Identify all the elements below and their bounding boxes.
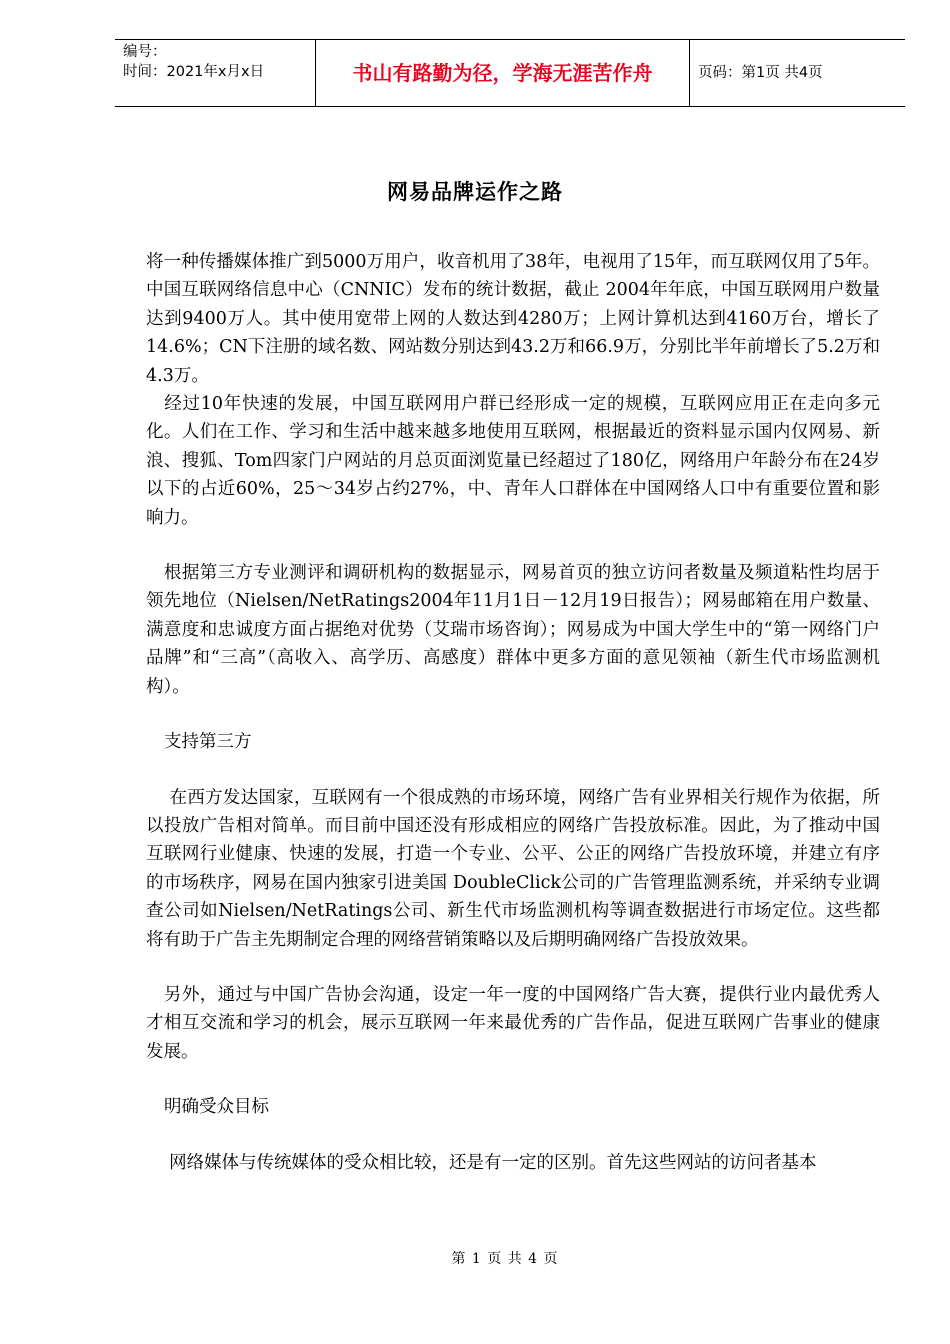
section-heading: 明确受众目标 [164, 1097, 269, 1118]
header-motto: 书山有路勤为径，学海无涯苦作舟 [316, 40, 690, 106]
serial-number-label: 编号： [123, 44, 167, 60]
paragraph: 经过10年快速的发展，中国互联网用户群已经形成一定的规模，互联网应用正在走向多元化。人们在工作、学习和生活中越来越多地使用互联网，根据最近的资料显示国内仅网易、新浪、搜狐、Tom四家门户网站的月总页面浏览量已经超过了180亿，网络用户年龄分布在24岁以下的占近60%，25～34岁占约27%，中、青年人口群体在中国网络人口中有重要位置和影响力。 [146, 394, 880, 528]
document-title: 网易品牌运作之路 [387, 180, 563, 204]
header-meta-cell [115, 40, 316, 106]
document-header [115, 39, 905, 107]
header-page-label: 页码：第1页 共4页 [698, 64, 823, 81]
document-body [146, 248, 880, 1177]
paragraph: 另外，通过与中国广告协会沟通，设定一年一度的中国网络广告大赛，提供行业内最优秀人才相互交流和学习的机会，展示互联网一年来最优秀的广告作品，促进互联网广告事业的健康发展。 [146, 984, 880, 1062]
page-footer: 第 1 页 共 4 页 [451, 1251, 559, 1267]
paragraph: 根据第三方专业测评和调研机构的数据显示，网易首页的独立访问者数量及频道粘性均居于领先地位（Nielsen/NetRatings2004年11月1日－12月19日报告）；网易邮箱在用户数量、满意度和忠诚度方面占据绝对优势（艾瑞市场咨询）；网易成为中国大学生中的“第一网络门户品牌”和“三高”（高收入、高学历、高感度）群体中更多方面的意见领袖（新生代市场监测机构）。 [146, 563, 880, 697]
paragraph: 在西方发达国家，互联网有一个很成熟的市场环境，网络广告有业界相关行规作为依据，所以投放广告相对简单。而目前中国还没有形成相应的网络广告投放标准。因此，为了推动中国互联网行业健康、快速的发展，打造一个专业、公平、公正的网络广告投放环境，并建立有序的市场秩序，网易在国内独家引进美国 DoubleClick公司的广告管理监测系统，并采纳专业调查公司如Nielsen/NetRatings公司、新生代市场监测机构等调查数据进行市场定位。这些都将有助于广告主先期制定合理的网络营销策略以及后期明确网络广告投放效果。 [146, 787, 880, 950]
section-heading: 支持第三方 [164, 732, 252, 753]
time-label: 时间：2021年x月x日 [123, 64, 265, 80]
paragraph: 网络媒体与传统媒体的受众相比较，还是有一定的区别。首先这些网站的访问者基本 [146, 1152, 817, 1173]
paragraph: 将一种传播媒体推广到5000万用户，收音机用了38年，电视用了15年，而互联网仅用了5年。中国互联网络信息中心（CNNIC）发布的统计数据，截止 2004年年底，中国互联网用户数量达到9400万人。其中使用宽带上网的人数达到4280万；上网计算机达到4160万台，增长了14.6%；CN下注册的域名数、网站数分别达到43.2万和66.9万，分别比半年前增长了5.2万和4.3万。 [146, 252, 880, 386]
